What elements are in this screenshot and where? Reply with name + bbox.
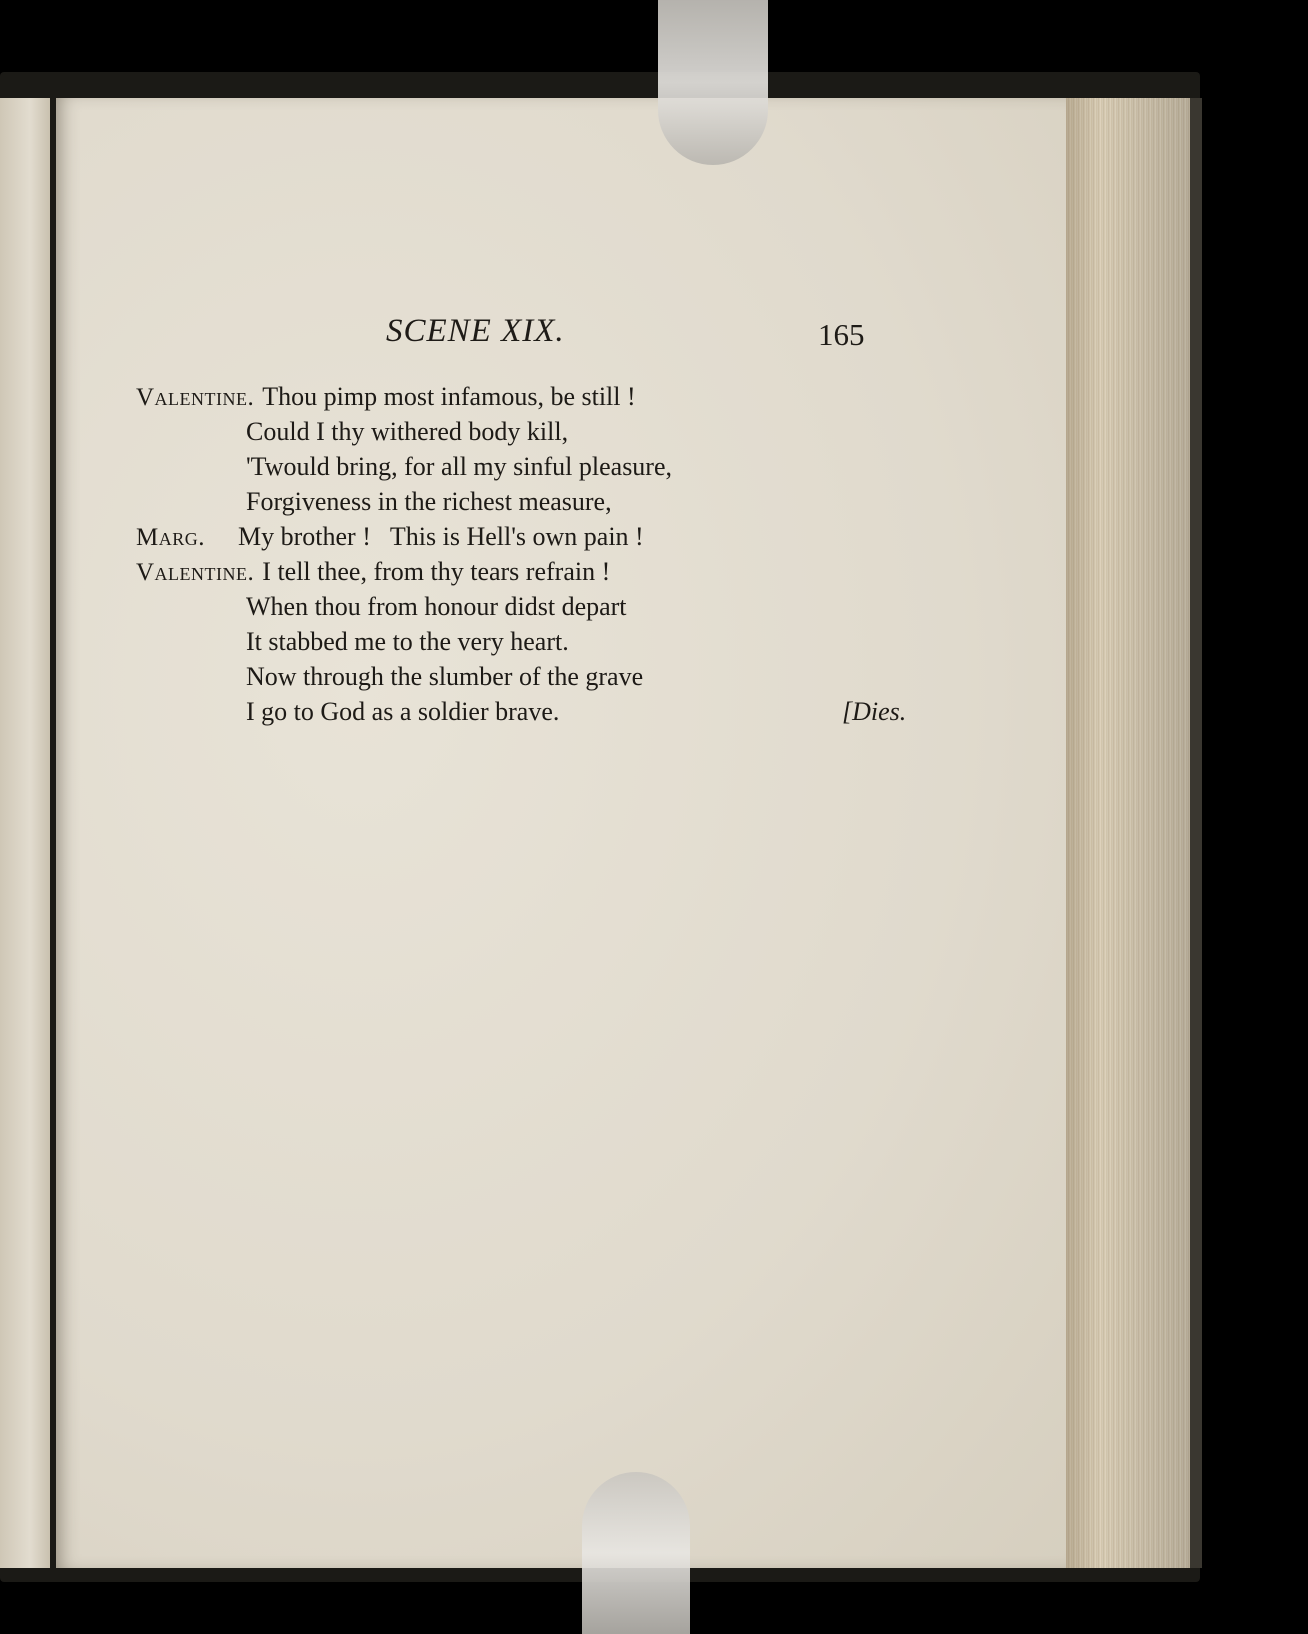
speaker-name: Valentine.: [136, 384, 255, 411]
verse-line: [136, 662, 936, 697]
line-text: It stabbed me to the very heart.: [246, 627, 569, 656]
verse-line: [136, 417, 936, 452]
running-header: [56, 313, 1066, 363]
book-board-edge: [1190, 98, 1202, 1568]
line-text: I go to God as a soldier brave.: [246, 697, 560, 726]
verse-line: [136, 487, 936, 522]
line-text: When thou from honour didst depart: [246, 592, 627, 621]
verse-line: [136, 522, 936, 557]
book-page: [56, 98, 1066, 1568]
verse-line: [136, 452, 936, 487]
line-text: Could I thy withered body kill,: [246, 417, 569, 446]
page-clip-top: [658, 0, 768, 165]
page-edges: [1062, 98, 1190, 1568]
verse-block: [136, 382, 936, 732]
speaker-name: Valentine.: [136, 559, 255, 586]
verse-line: [136, 592, 936, 627]
line-text: 'Twould bring, for all my sinful pleasure,: [246, 452, 673, 481]
line-text: My brother ! This is Hell's own pain !: [238, 522, 644, 551]
line-text: Forgiveness in the richest measure,: [246, 487, 612, 516]
page-clip-bottom: [582, 1472, 690, 1634]
scene-title: SCENE XIX.: [386, 313, 565, 349]
line-text: Now through the slumber of the grave: [246, 662, 644, 691]
speaker-name: Marg.: [136, 524, 205, 551]
left-page-edge: [0, 98, 50, 1568]
verse-line: [136, 382, 936, 417]
verse-line: [136, 557, 936, 592]
verse-line: [136, 697, 936, 732]
page-number: 165: [818, 317, 865, 352]
line-text: Thou pimp most infamous, be still !: [262, 382, 636, 411]
stage-direction: [Dies.: [842, 697, 907, 726]
line-text: I tell thee, from thy tears refrain !: [262, 557, 611, 586]
verse-line: [136, 627, 936, 662]
